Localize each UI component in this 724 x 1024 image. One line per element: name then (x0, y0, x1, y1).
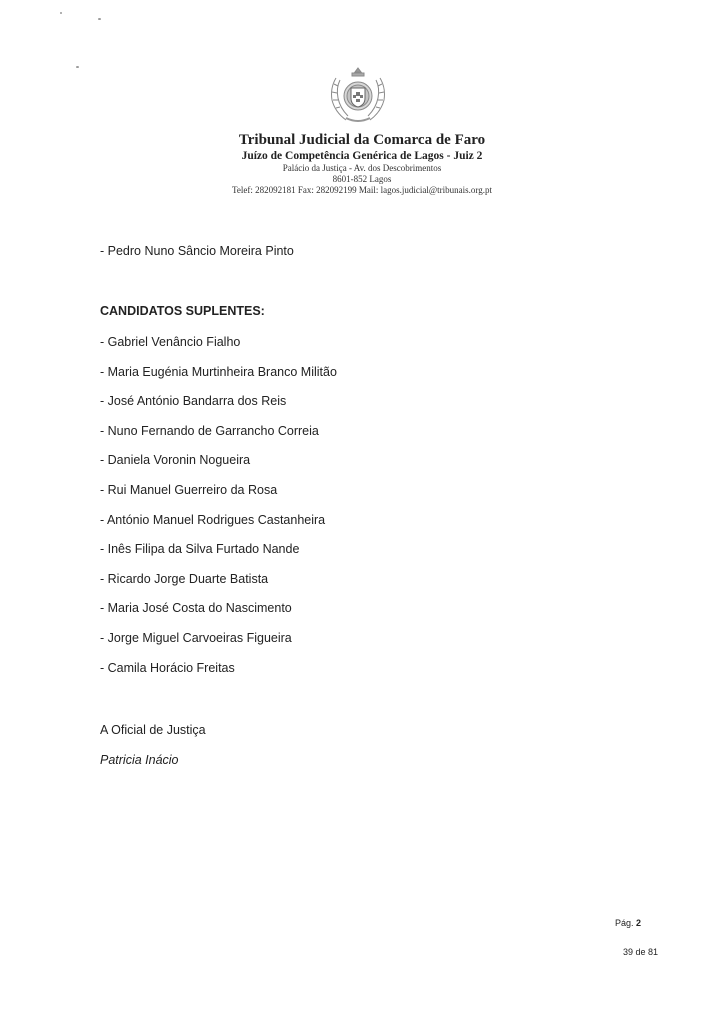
substitutes-heading: CANDIDATOS SUPLENTES: (100, 304, 265, 318)
list-item: - Inês Filipa da Silva Furtado Nande (100, 542, 300, 557)
coat-of-arms-icon (326, 66, 390, 126)
court-header (0, 132, 724, 196)
page-number-value: 2 (635, 918, 641, 928)
list-item: - Rui Manuel Guerreiro da Rosa (100, 482, 278, 497)
effective-candidate: - Pedro Nuno Sâncio Moreira Pinto (100, 244, 294, 258)
signature-role: A Oficial de Justiça (100, 723, 206, 737)
list-item: - Maria José Costa do Nascimento (100, 601, 292, 616)
scan-speck (76, 66, 79, 68)
list-item: - Nuno Fernando de Garrancho Correia (100, 423, 319, 438)
court-postal-code: 8601-852 Lagos (332, 174, 392, 184)
list-item: - Camila Horácio Freitas (100, 660, 235, 675)
list-item: - António Manuel Rodrigues Castanheira (100, 512, 326, 527)
page-label: Pág. (614, 918, 634, 928)
list-item: - José António Bandarra dos Reis (100, 394, 287, 409)
list-item: - Ricardo Jorge Duarte Batista (100, 571, 269, 586)
signature-name: Patricia Inácio (100, 753, 179, 767)
list-item: - Daniela Voronin Nogueira (100, 453, 251, 468)
substitutes-list (100, 334, 337, 689)
list-item: - Jorge Miguel Carvoeiras Figueira (100, 630, 292, 645)
list-item: - Gabriel Venâncio Fialho (100, 335, 241, 349)
page-count: 39 de 81 (622, 947, 658, 957)
scan-speck (60, 12, 62, 14)
scan-speck (98, 18, 101, 20)
list-item: - Maria Eugénia Murtinheira Branco Militão (100, 364, 337, 379)
page-number (615, 918, 641, 928)
court-address: Palácio da Justiça - Av. dos Descobrimentos (282, 163, 442, 173)
court-contacts: Telef: 282092181 Fax: 282092199 Mail: lagos.judicial@tribunais.org.pt (232, 185, 492, 195)
court-title: Tribunal Judicial da Comarca de Faro (238, 132, 486, 148)
court-division: Juízo de Competência Genérica de Lagos - Juiz 2 (241, 150, 483, 162)
